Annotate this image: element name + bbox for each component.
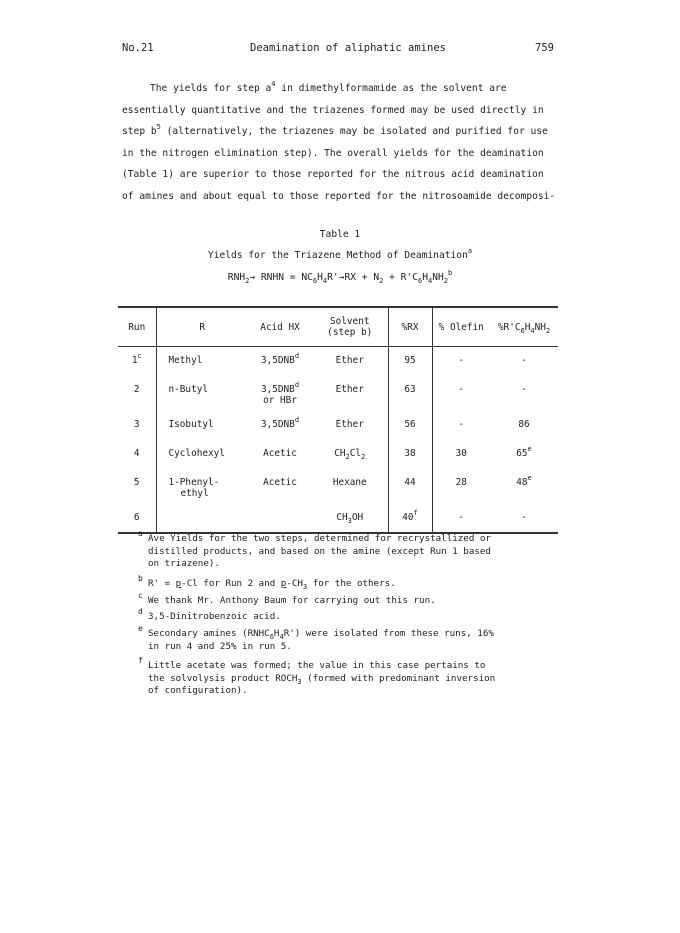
- cell-run: 3: [133, 418, 140, 430]
- table-row: [118, 504, 558, 533]
- cell-run: 6: [133, 511, 140, 523]
- cell-amine: -: [521, 355, 527, 366]
- cell-amine: 86: [518, 418, 530, 430]
- footnote-c: c We thank Mr. Anthony Baum for carrying out this run.: [138, 591, 436, 606]
- cell-olefin: -: [432, 411, 490, 440]
- cell-r: Methyl: [156, 347, 248, 376]
- body-paragraph: [122, 78, 562, 207]
- cell-rx: 56: [388, 411, 432, 440]
- table-row: [118, 376, 558, 411]
- cell-r: Isobutyl: [156, 411, 248, 440]
- cell-solvent: Ether: [335, 383, 364, 395]
- cell-rx: 40$^f$: [388, 504, 432, 533]
- footnote-marker: f: [138, 656, 143, 665]
- footnote-e: e Secondary amines $(RNHC_6H_4R')$ were isolated from these runs, 16% in run 4 and 25% in run 5.: [138, 624, 494, 652]
- footnote-marker: e: [138, 624, 143, 633]
- cell-r: 1-Phenyl- ethyl: [156, 469, 248, 504]
- cell-acid: 3,5DNB$^d$: [260, 352, 300, 366]
- reaction-equation: $RNH_2\to$ RNHN = $NC_6H_4R'\to RX + N_2 + R'C_6H_4NH_2^b$: [227, 269, 453, 285]
- table-header-row: [118, 307, 558, 347]
- col-rx-header: %RX: [388, 307, 432, 347]
- cell-acid: 3,5DNB$^d$: [260, 415, 300, 430]
- page-number: 759: [535, 42, 554, 54]
- cell-run: 2: [133, 383, 140, 395]
- cell-rx: 44: [388, 469, 432, 504]
- cell-olefin: 28: [432, 469, 490, 504]
- cell-olefin: -: [432, 376, 490, 411]
- cell-solvent: Hexane: [332, 476, 367, 488]
- cell-amine: 48e: [516, 473, 532, 488]
- cell-olefin: -: [432, 504, 490, 533]
- yields-table: [118, 306, 558, 534]
- cell-rx: 63: [388, 376, 432, 411]
- cell-r: n-Butyl: [156, 376, 248, 411]
- table-row: [118, 411, 558, 440]
- body-line: of amines and about equal to those reported for the nitrosoamide decomposi-: [122, 190, 556, 202]
- running-title: Deamination of aliphatic amines: [250, 42, 446, 54]
- arrow-icon: →: [249, 272, 256, 283]
- body-line: essentially quantitative and the triazenes formed may be used directly in: [122, 104, 544, 116]
- table-title: Yields for the Triazene Method of Deamination$^a$: [207, 247, 473, 261]
- footnote-b: b R' = p-Cl for Run 2 and $p-CH_3$ for the others.: [138, 574, 396, 591]
- cell-run: 5: [133, 476, 140, 488]
- body-line: (Table 1) are superior to those reported for the nitrous acid deamination: [122, 169, 544, 180]
- cell-r: [156, 504, 248, 533]
- footnote-a: a Ave Yields for the two steps, determined for recrystallized or distilled products, and based on the amine (except Run 1 based on triazene).: [138, 529, 491, 569]
- cell-solvent: $CH_2Cl_2$: [334, 447, 366, 461]
- cell-olefin: -: [432, 347, 490, 376]
- footnote-marker: c: [138, 591, 143, 600]
- cell-amine: 65e: [516, 444, 532, 459]
- cell-run: 1$^c$: [131, 352, 142, 366]
- cell-olefin: 30: [432, 440, 490, 469]
- cell-solvent: $CH_3OH$: [336, 511, 364, 525]
- cell-solvent: Ether: [335, 418, 364, 430]
- arrow-icon: →: [338, 272, 345, 283]
- cell-rx: 38: [388, 440, 432, 469]
- cell-amine: -: [521, 383, 527, 395]
- cell-r: Cyclohexyl: [156, 440, 248, 469]
- col-solvent-header: Solvent (step b): [312, 307, 388, 347]
- footnote-f: f Little acetate was formed; the value in this case pertains to the solvolysis product $ROCH_3$ (formed with predominant inversion of configuration).: [138, 656, 496, 696]
- cell-acid: [248, 504, 312, 533]
- body-line: The yields for step $a^4$ in dimethylformamide as the solvent are: [150, 80, 507, 94]
- col-run-header: Run: [118, 307, 156, 347]
- cell-acid: 3,5DNB$^d$ or HBr: [260, 380, 300, 406]
- cell-amine: -: [521, 511, 527, 523]
- table-row: [118, 347, 558, 376]
- journal-issue: No.21: [122, 42, 154, 54]
- cell-rx: 95: [388, 347, 432, 376]
- col-amine-header: $\%R'C_6H_4NH_2$: [490, 307, 558, 347]
- col-olefin-header: % Olefin: [432, 307, 490, 347]
- table-row: [118, 440, 558, 469]
- body-line: in the nitrogen elimination step). The overall yields for the deamination: [122, 147, 544, 159]
- cell-run: 4: [133, 447, 140, 459]
- col-r-header: R: [156, 307, 248, 347]
- col-acid-header: Acid HX: [248, 307, 312, 347]
- footnote-marker: a: [138, 529, 143, 538]
- footnote-d: d 3,5-Dinitrobenzoic acid.: [138, 607, 281, 622]
- body-line: step $b^5$ (alternatively, the triazenes may be isolated and purified for use: [122, 123, 548, 137]
- table-row: [118, 469, 558, 504]
- cell-solvent: Ether: [335, 355, 364, 366]
- cell-acid: Acetic: [263, 447, 297, 459]
- cell-acid: Acetic: [263, 476, 297, 488]
- footnote-marker: b: [138, 574, 143, 583]
- footnote-marker: d: [138, 607, 143, 616]
- table-label: Table 1: [319, 229, 361, 240]
